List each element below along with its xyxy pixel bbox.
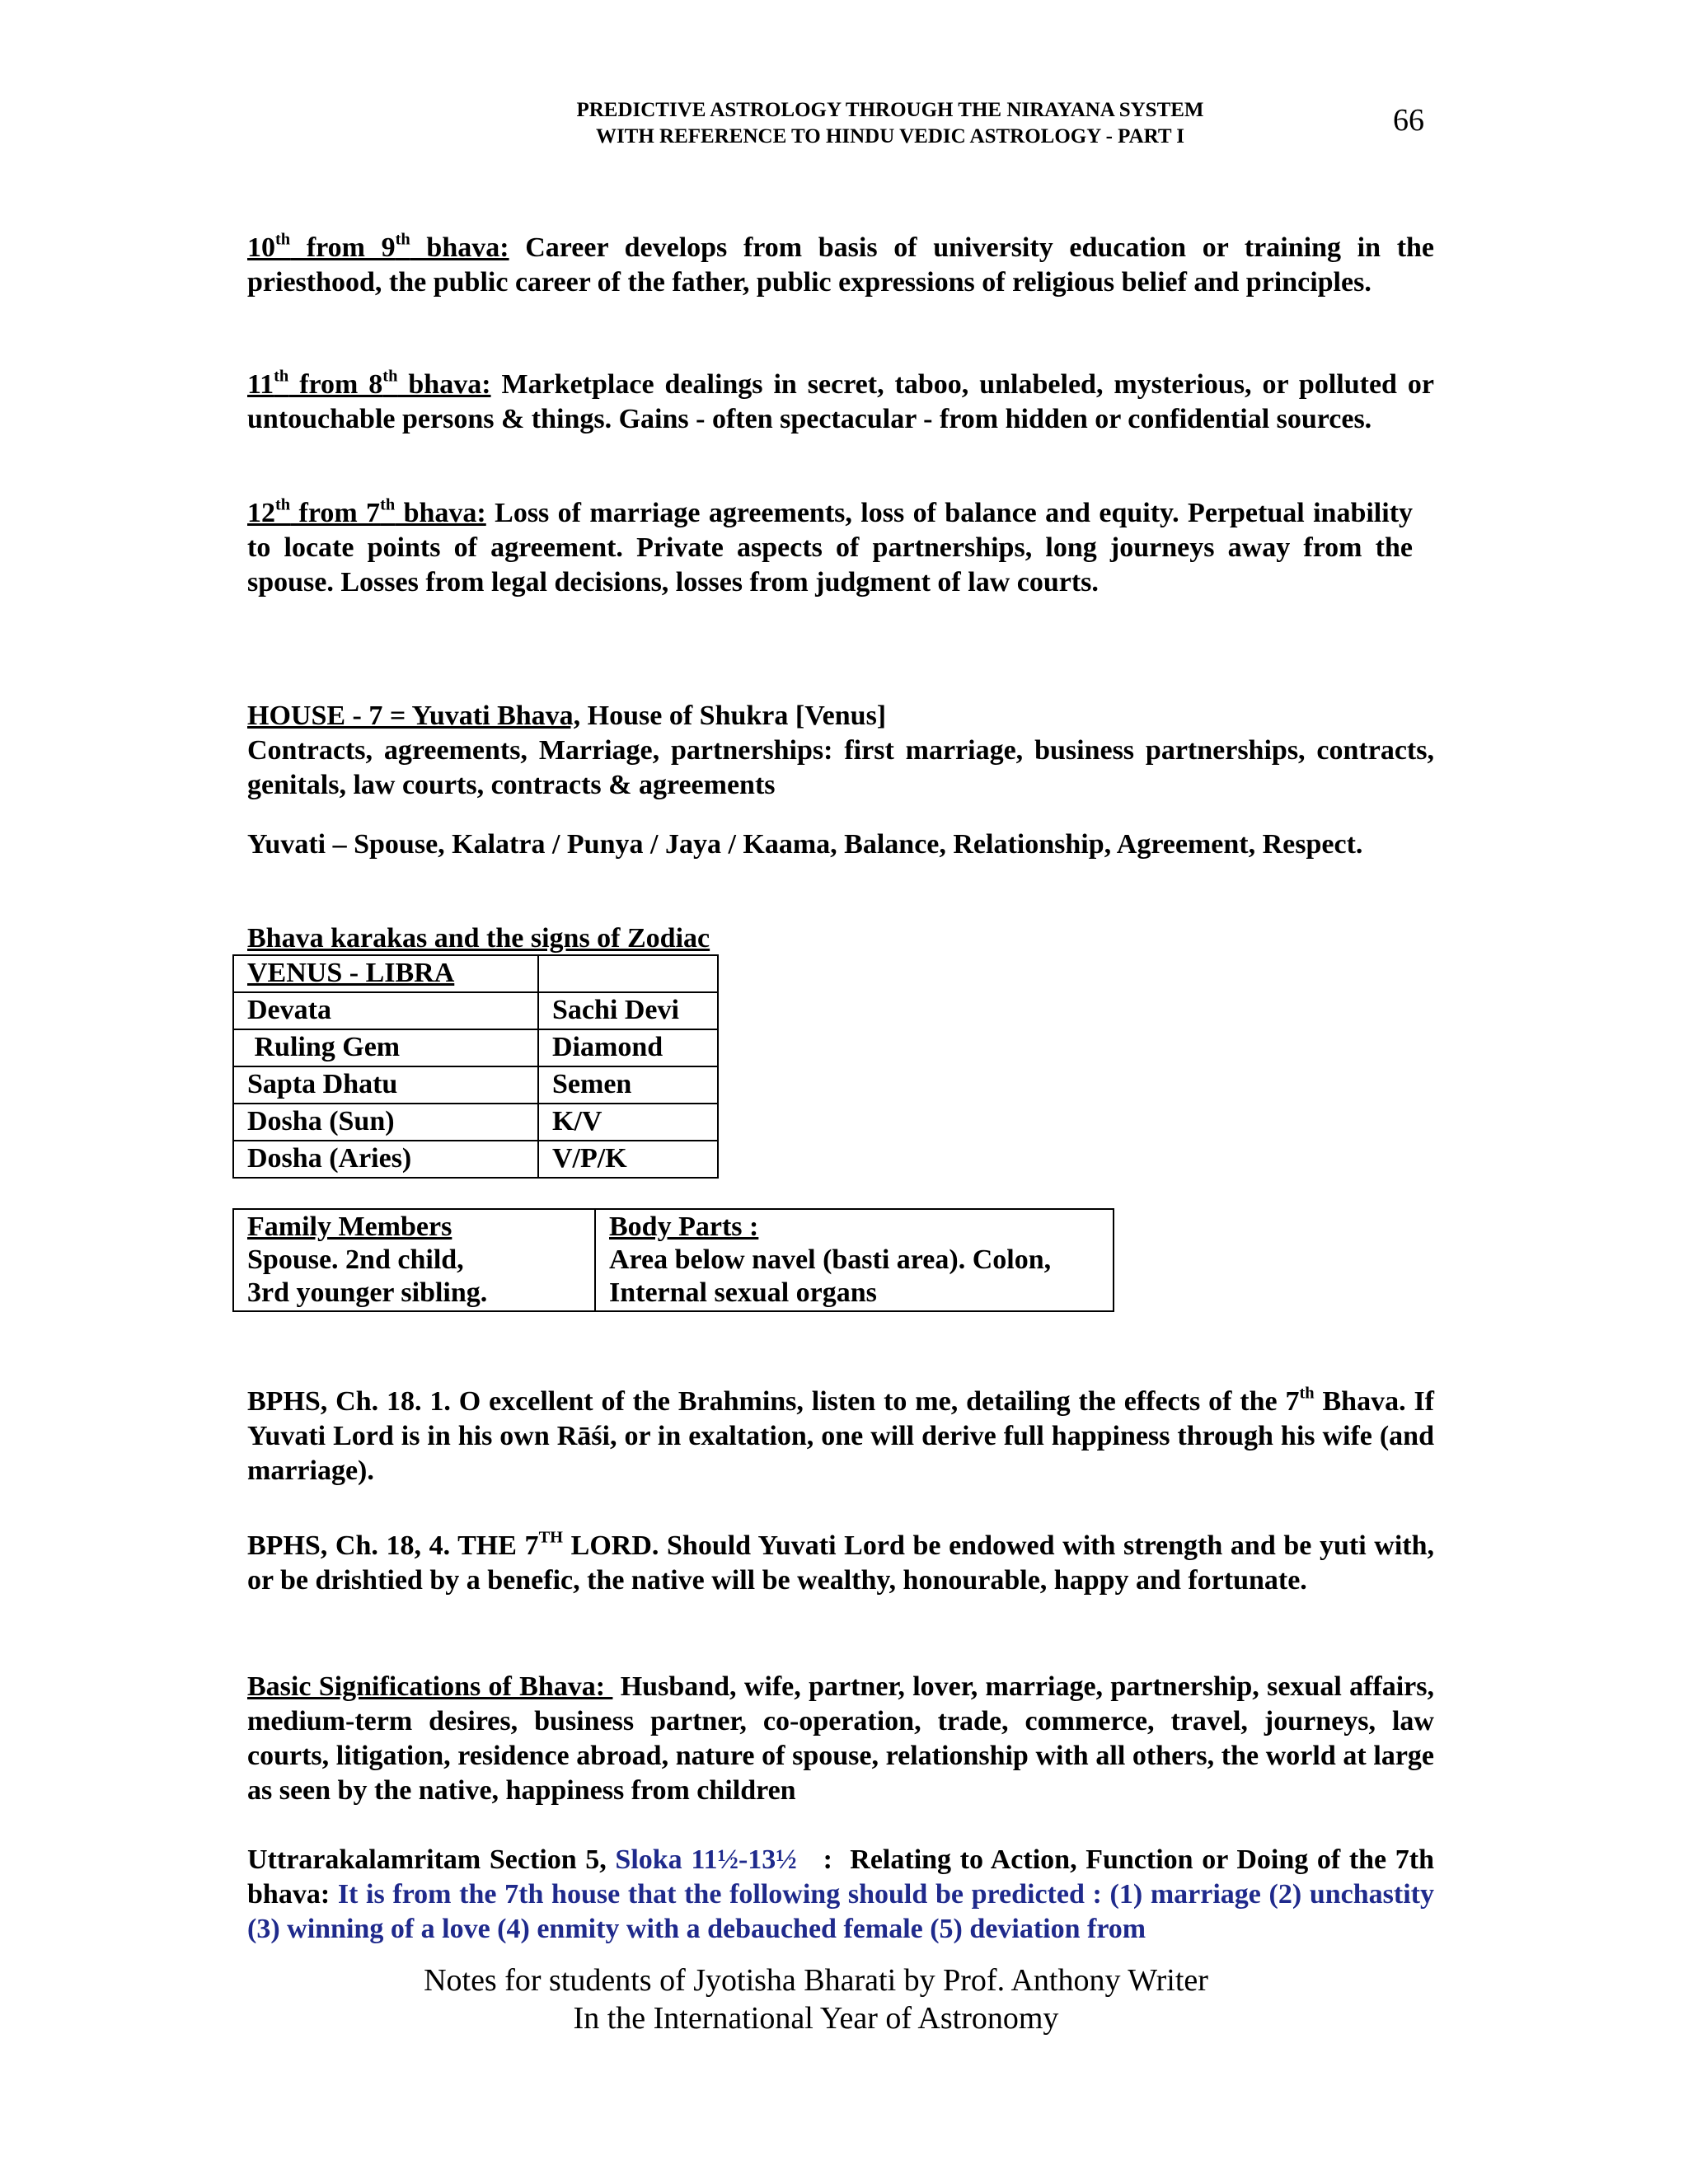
table-row bbox=[233, 1209, 1114, 1311]
table-row: Sapta Dhatu Semen bbox=[233, 1066, 718, 1104]
page-footer bbox=[247, 1961, 1385, 2037]
paragraph-11th-from-8th: 11th from 8th bhava: Marketplace dealings in secret, taboo, unlabeled, mysterious, or polluted or untouchable persons & things. Gains - often spectacular - from hidden or confidential sources. bbox=[247, 367, 1435, 434]
header-line-2: WITH REFERENCE TO HINDU VEDIC ASTROLOGY - PART I bbox=[595, 125, 1185, 148]
running-header bbox=[396, 97, 1385, 150]
basic-significations-paragraph: Basic Significations of Bhava: Husband, wife, partner, lover, marriage, partnership, sexual affairs, medium-term desires, business partner, co-operation, trade, commerce, travel, journeys, law courts, litigation, residence abroad, nature of spouse, relationship with all others, the world at large as seen by the native, happiness from children bbox=[247, 1671, 1434, 1806]
page-number: 66 bbox=[1393, 103, 1424, 138]
footer-line-1: Notes for students of Jyotisha Bharati by Prof. Anthony Writer bbox=[424, 1963, 1208, 1998]
table-row: Dosha (Sun) K/V bbox=[233, 1104, 718, 1141]
house-heading: HOUSE - 7 = Yuvati Bhava, House of Shukra [Venus] bbox=[247, 701, 887, 731]
footer-line-2: In the International Year of Astronomy bbox=[573, 2001, 1059, 2036]
bhava-karaka-table bbox=[232, 954, 719, 1179]
house-description: Contracts, agreements, Marriage, partnerships: first marriage, business partnerships, contracts, genitals, law courts, contracts & agreements bbox=[247, 735, 1434, 800]
house-7-section bbox=[247, 699, 1434, 803]
table-row: VENUS - LIBRA bbox=[233, 955, 718, 992]
body-parts-cell: Body Parts : Area below navel (basti area). Colon, Internal sexual organs bbox=[595, 1209, 1114, 1311]
bphs-ch18-4-paragraph: BPHS, Ch. 18, 4. THE 7TH LORD. Should Yuvati Lord be endowed with strength and be yuti with, or be drishtied by a benefic, the native will be wealthy, honourable, happy and fortunate. bbox=[247, 1528, 1435, 1596]
paragraph-label: 12th from 7th bhava: bbox=[247, 495, 486, 528]
paragraph-12th-from-7th: 12th from 7th bhava: Loss of marriage agreements, loss of balance and equity. Perpetual inability to locate points of agreement. Private aspects of partnerships, long journeys away from the spouse. Losses from legal decisions, losses from judgment of law courts. bbox=[247, 495, 1414, 598]
bphs-ch18-1-paragraph: BPHS, Ch. 18. 1. O excellent of the Brahmins, listen to me, detailing the effects of the 7th Bhava. If Yuvati Lord is in his own Rāśi, or in exaltation, one will derive full happiness through his wife (and marriage). bbox=[247, 1384, 1434, 1486]
header-line-1: PREDICTIVE ASTROLOGY THROUGH THE NIRAYANA SYSTEM bbox=[576, 99, 1204, 121]
family-body-parts-table bbox=[232, 1208, 1114, 1312]
paragraph-label: 11th from 8th bhava: bbox=[247, 367, 491, 400]
yuvati-paragraph: Yuvati – Spouse, Kalatra / Punya / Jaya / Kaama, Balance, Relationship, Agreement, Respect. bbox=[247, 829, 1363, 860]
family-members-cell: Family Members Spouse. 2nd child, 3rd younger sibling. bbox=[233, 1209, 595, 1311]
table-row: Ruling Gem Diamond bbox=[233, 1029, 718, 1066]
table-row: Devata Sachi Devi bbox=[233, 992, 718, 1029]
paragraph-label: 10th from 9th bhava: bbox=[247, 230, 509, 263]
uttarakalamritam-paragraph: Uttrarakalamritam Section 5, Sloka 11½-13½ : Relating to Action, Function or Doing of the 7th bhava: It is from the 7th house that the following should be predicted : (1) marriage (2) unchastity (3) winning of a love (4) enmity with a debauched female (5) deviation from bbox=[247, 1844, 1449, 1944]
karakas-heading: Bhava karakas and the signs of Zodiac bbox=[247, 923, 710, 954]
paragraph-10th-from-9th: 10th from 9th bhava: Career develops from basis of university education or training in the priesthood, the public career of the father, public expressions of religious belief and principles. bbox=[247, 230, 1435, 298]
table-row: Dosha (Aries) V/P/K bbox=[233, 1141, 718, 1178]
